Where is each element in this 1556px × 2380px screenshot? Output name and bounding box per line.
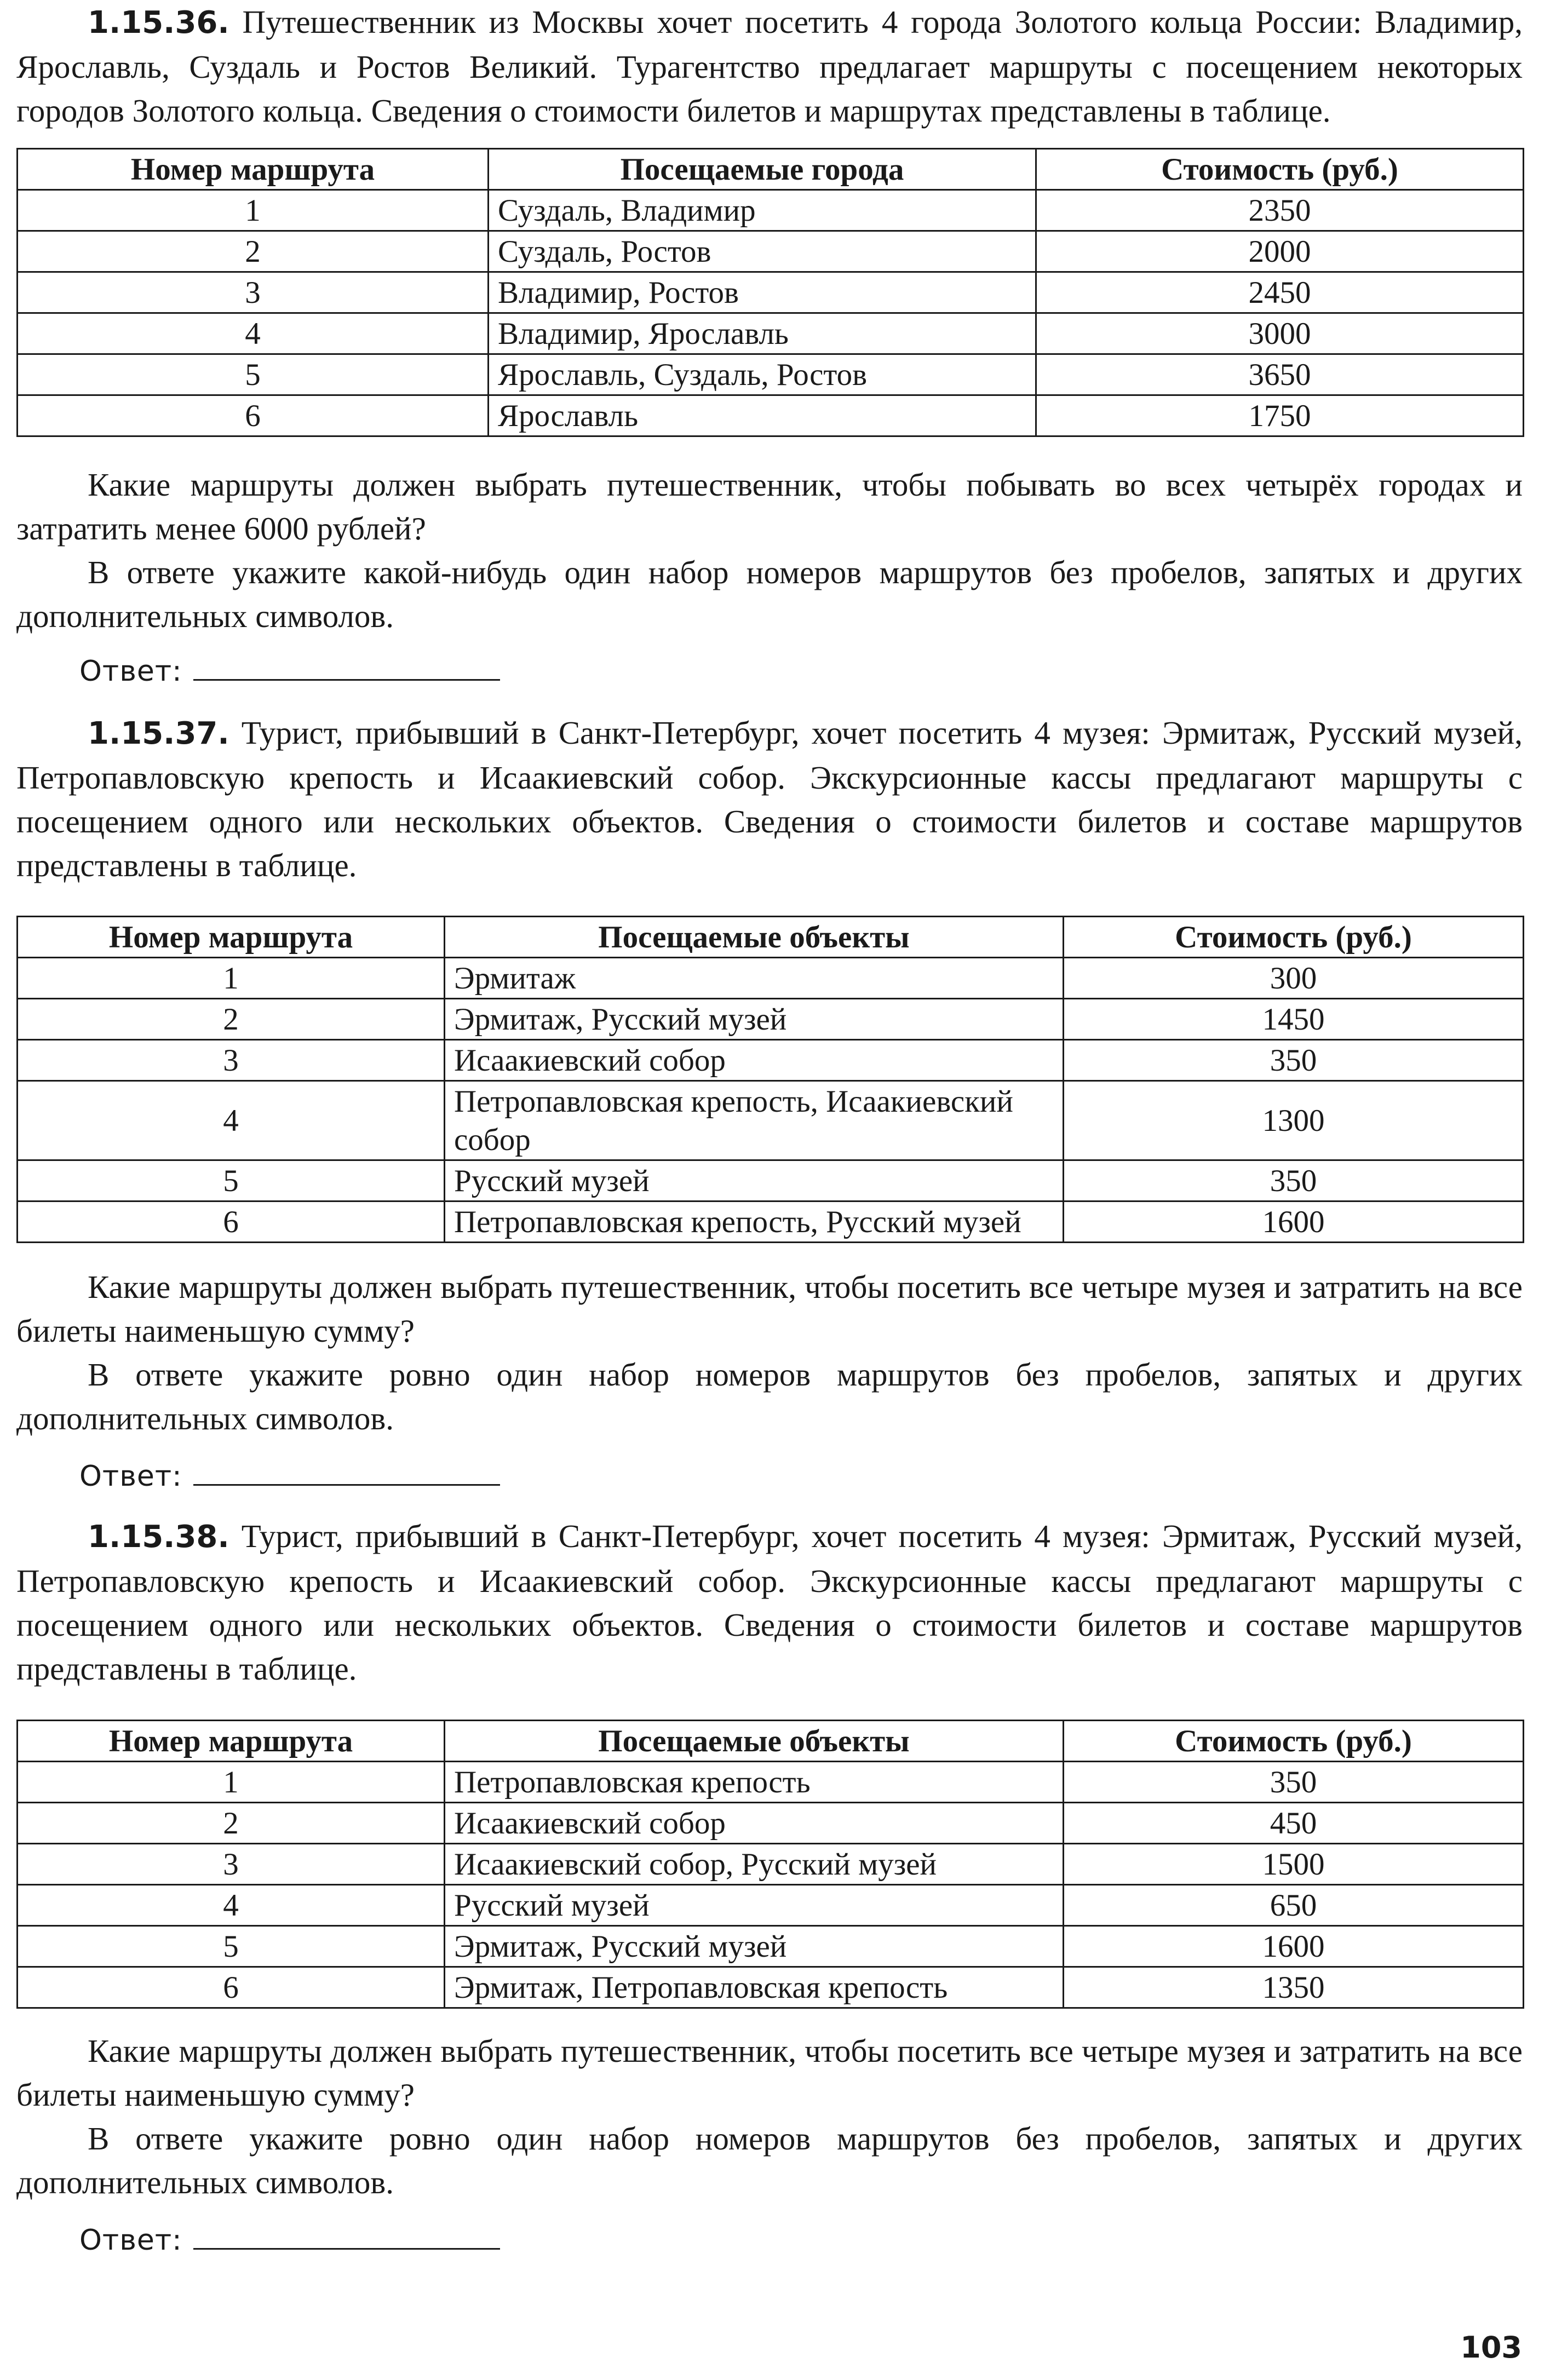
route-number: 4 [18, 1081, 445, 1160]
route-cities: Ярославль, Суздаль, Ростов [489, 354, 1036, 395]
problem-intro [16, 711, 1523, 887]
problem-1-15-38-intro [16, 1514, 1523, 1691]
route-cost: 450 [1064, 1803, 1524, 1844]
route-number: 1 [18, 958, 445, 999]
problem-1-15-36-question [16, 463, 1523, 638]
route-objects: Петропавловская крепость, Русский музей [445, 1202, 1064, 1243]
table-row [18, 395, 1524, 436]
answer-label: Ответ: [79, 1460, 182, 1493]
answer-field[interactable] [193, 1454, 500, 1486]
problem-number: 1.15.37. [88, 716, 229, 751]
route-number: 3 [18, 1040, 445, 1081]
route-cost: 3000 [1036, 313, 1524, 354]
route-objects: Петропавловская крепость, Исаакиевский собор [445, 1081, 1064, 1160]
header-cost: Стоимость (руб.) [1036, 149, 1524, 190]
route-cities: Суздаль, Владимир [489, 190, 1036, 231]
route-cost: 1600 [1064, 1926, 1524, 1967]
route-cities: Владимир, Ярославль [489, 313, 1036, 354]
route-cost: 300 [1064, 958, 1524, 999]
route-number: 6 [18, 395, 489, 436]
route-number: 1 [18, 190, 489, 231]
answer-field[interactable] [193, 649, 500, 681]
route-cost: 1600 [1064, 1202, 1524, 1243]
header-cost: Стоимость (руб.) [1064, 1721, 1524, 1762]
table-row [18, 1202, 1524, 1243]
problem-intro [16, 0, 1523, 133]
route-cost: 1450 [1064, 999, 1524, 1040]
route-objects: Петропавловская крепость [445, 1762, 1064, 1803]
route-objects: Исаакиевский собор [445, 1040, 1064, 1081]
table-row [18, 999, 1524, 1040]
header-route-number: Номер маршрута [18, 917, 445, 958]
route-cost: 2350 [1036, 190, 1524, 231]
problem-instruction: В ответе укажите ровно один набор номеров маршрутов без пробелов, запятых и других дополнительных символов. [16, 1356, 1523, 1436]
problem-1-15-38-question [16, 2029, 1523, 2204]
table-row [18, 1762, 1524, 1803]
table-row [18, 1040, 1524, 1081]
table-header-row [18, 917, 1524, 958]
routes-table-3 [16, 1720, 1524, 2009]
route-number: 3 [18, 272, 489, 313]
route-objects: Эрмитаж [445, 958, 1064, 999]
table-row [18, 354, 1524, 395]
table-row [18, 1844, 1524, 1885]
problem-1-15-37-question [16, 1265, 1523, 1440]
route-cost: 2000 [1036, 231, 1524, 272]
route-number: 2 [18, 999, 445, 1040]
route-cost: 2450 [1036, 272, 1524, 313]
header-visited-cities: Посещаемые города [489, 149, 1036, 190]
problem-intro-text: Турист, прибывший в Санкт-Петербург, хочет посетить 4 музея: Эрмитаж, Русский музей, Петропавловскую крепость и Исаакиевский собор. Экскурсионные кассы предлагают маршруты с посещением одного или нескольких объектов. Сведения о стоимости билетов и составе маршрутов представлены в таблице. [16, 1518, 1523, 1687]
table-row [18, 1803, 1524, 1844]
route-cities: Ярославль [489, 395, 1036, 436]
route-objects: Эрмитаж, Петропавловская крепость [445, 1967, 1064, 2008]
route-number: 4 [18, 313, 489, 354]
route-objects: Русский музей [445, 1885, 1064, 1926]
table-row [18, 1926, 1524, 1967]
route-objects: Русский музей [445, 1160, 1064, 1202]
problem-number: 1.15.36. [88, 5, 229, 41]
route-number: 2 [18, 1803, 445, 1844]
table-row [18, 231, 1524, 272]
problem-1-15-36-intro [16, 0, 1523, 133]
table-row [18, 1081, 1524, 1160]
route-cost: 350 [1064, 1040, 1524, 1081]
header-route-number: Номер маршрута [18, 1721, 445, 1762]
route-cost: 1750 [1036, 395, 1524, 436]
route-objects: Эрмитаж, Русский музей [445, 1926, 1064, 1967]
table-row [18, 1160, 1524, 1202]
problem-instruction: В ответе укажите ровно один набор номеров маршрутов без пробелов, запятых и других дополнительных символов. [16, 2120, 1523, 2200]
problem-question: Какие маршруты должен выбрать путешественник, чтобы побывать во всех четырёх городах и затратить менее 6000 рублей? [16, 467, 1523, 547]
route-cost: 3650 [1036, 354, 1524, 395]
answer-row [79, 1454, 500, 1493]
routes-table-2 [16, 916, 1524, 1243]
route-cost: 350 [1064, 1160, 1524, 1202]
problem-intro-text: Турист, прибывший в Санкт-Петербург, хочет посетить 4 музея: Эрмитаж, Русский музей, Петропавловскую крепость и Исаакиевский собор. Экскурсионные кассы предлагают маршруты с посещением одного или нескольких объектов. Сведения о стоимости билетов и составе маршрутов представлены в таблице. [16, 715, 1523, 883]
table-row [18, 313, 1524, 354]
route-number: 5 [18, 354, 489, 395]
route-number: 3 [18, 1844, 445, 1885]
table-row [18, 1885, 1524, 1926]
header-cost: Стоимость (руб.) [1064, 917, 1524, 958]
route-objects: Эрмитаж, Русский музей [445, 999, 1064, 1040]
route-number: 1 [18, 1762, 445, 1803]
answer-label: Ответ: [79, 655, 182, 688]
route-cost: 1500 [1064, 1844, 1524, 1885]
route-number: 2 [18, 231, 489, 272]
table-row [18, 1967, 1524, 2008]
route-cities: Суздаль, Ростов [489, 231, 1036, 272]
problem-intro-text: Путешественник из Москвы хочет посетить 4 города Золотого кольца России: Владимир, Ярославль, Суздаль и Ростов Великий. Турагентство предлагает маршруты с посещением некоторых городов Золотого кольца. Сведения о стоимости билетов и маршрутах представлены в таблице. [16, 4, 1523, 129]
table-row [18, 272, 1524, 313]
problem-instruction: В ответе укажите какой-нибудь один набор номеров маршрутов без пробелов, запятых и других дополнительных символов. [16, 554, 1523, 634]
route-number: 4 [18, 1885, 445, 1926]
route-cost: 1350 [1064, 1967, 1524, 2008]
answer-field[interactable] [193, 2218, 500, 2250]
table-header-row [18, 1721, 1524, 1762]
table-row [18, 958, 1524, 999]
problem-1-15-37-intro [16, 711, 1523, 887]
header-visited-objects: Посещаемые объекты [445, 1721, 1064, 1762]
problem-question: Какие маршруты должен выбрать путешественник, чтобы посетить все четыре музея и затратить на все билеты наименьшую сумму? [16, 2033, 1523, 2113]
route-objects: Исаакиевский собор [445, 1803, 1064, 1844]
answer-label: Ответ: [79, 2224, 182, 2257]
answer-row [79, 649, 500, 688]
route-number: 6 [18, 1967, 445, 2008]
route-number: 5 [18, 1160, 445, 1202]
route-cost: 650 [1064, 1885, 1524, 1926]
problem-intro [16, 1514, 1523, 1691]
page-number: 103 [1460, 2330, 1522, 2365]
route-objects: Исаакиевский собор, Русский музей [445, 1844, 1064, 1885]
route-cost: 350 [1064, 1762, 1524, 1803]
problem-number: 1.15.38. [88, 1519, 229, 1555]
problem-question: Какие маршруты должен выбрать путешественник, чтобы посетить все четыре музея и затратить на все билеты наименьшую сумму? [16, 1269, 1523, 1349]
routes-table-1 [16, 148, 1524, 437]
route-cost: 1300 [1064, 1081, 1524, 1160]
table-header-row [18, 149, 1524, 190]
header-route-number: Номер маршрута [18, 149, 489, 190]
route-cities: Владимир, Ростов [489, 272, 1036, 313]
route-number: 5 [18, 1926, 445, 1967]
header-visited-objects: Посещаемые объекты [445, 917, 1064, 958]
route-number: 6 [18, 1202, 445, 1243]
answer-row [79, 2218, 500, 2257]
table-row [18, 190, 1524, 231]
